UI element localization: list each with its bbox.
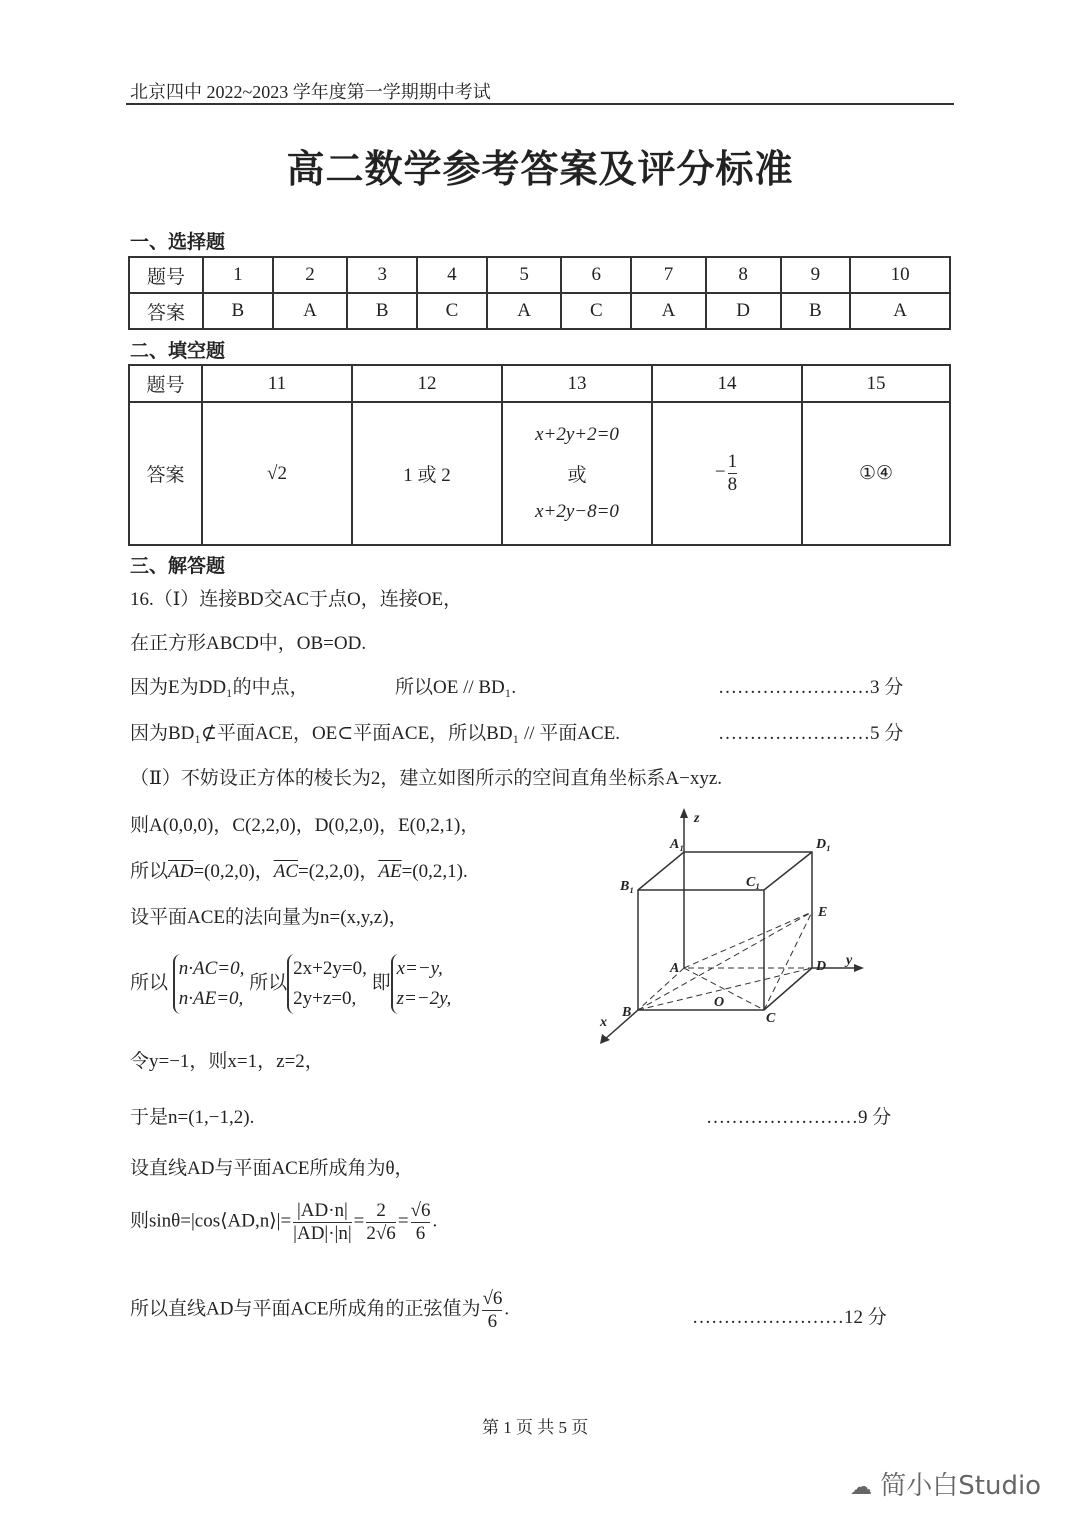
- system-2: [287, 954, 367, 1014]
- frac1-num: |AD·n|: [293, 1200, 351, 1223]
- fig-label: x: [600, 1015, 607, 1030]
- choice-cell: 10: [850, 257, 950, 293]
- fill-head-cell: 13: [502, 365, 652, 402]
- fill-ans-label: 答案: [129, 402, 202, 545]
- score-9: ……………………9 分: [706, 1107, 892, 1128]
- answer-13: [502, 402, 652, 545]
- fig-label: O: [714, 995, 725, 1010]
- watermark: [850, 1465, 1041, 1502]
- fig-label: A: [670, 961, 680, 976]
- system-3: [391, 954, 452, 1014]
- choice-cell: B: [203, 293, 273, 329]
- choice-cell: 6: [561, 257, 631, 293]
- sys2-row: 2y+z=0,: [293, 988, 357, 1009]
- answer-13-line1: x+2y+2=0: [535, 424, 619, 445]
- q16-line5: （Ⅱ）不妨设正方体的棱长为2，建立如图所示的空间直角坐标系A−xyz.: [130, 768, 723, 789]
- answer-15: ①④: [802, 402, 950, 545]
- choice-cell: 2: [273, 257, 348, 293]
- choice-cell: 5: [487, 257, 562, 293]
- choice-cell: A: [631, 293, 706, 329]
- sys3-row: x=−y,: [396, 958, 443, 979]
- choice-row-label: 题号: [129, 257, 203, 293]
- vec-value: =(0,2,0)，: [193, 861, 274, 882]
- frac2-den: 2√6: [366, 1222, 396, 1244]
- frac4-den: 6: [487, 1310, 498, 1332]
- section-choice-heading: 一、选择题: [130, 231, 226, 253]
- answer-14-sign: −: [714, 461, 726, 483]
- sys1-row: n·AE=0,: [178, 988, 244, 1009]
- header-rule: [126, 103, 954, 105]
- section-solution-heading: 三、解答题: [130, 555, 226, 577]
- choice-cell: 3: [347, 257, 417, 293]
- choice-cell: B: [781, 293, 851, 329]
- vec-value: =(2,2,0)，: [298, 861, 379, 882]
- q16-line13: [130, 1288, 509, 1333]
- wechat-icon: ☁: [850, 1475, 872, 1500]
- watermark-text: 简小白Studio: [880, 1471, 1042, 1501]
- ji-text: 即: [371, 972, 391, 994]
- system-1: [173, 954, 245, 1014]
- conclusion-text: 所以直线AD与平面ACE所成角的正弦值为: [130, 1298, 481, 1320]
- choice-cell: A: [850, 293, 950, 329]
- fill-head-cell: 14: [652, 365, 802, 402]
- period: .: [432, 1210, 438, 1232]
- answer-11: √2: [202, 402, 352, 545]
- choice-cell: B: [347, 293, 417, 329]
- q16-line3b: 所以OE // BD₁.: [395, 677, 517, 698]
- fig-label: y: [846, 953, 853, 968]
- q16-line3: 因为E为DD₁的中点，: [130, 677, 309, 698]
- vec-value: =(0,2,1).: [401, 861, 468, 882]
- fig-label: A₁: [670, 837, 685, 852]
- score-5: ……………………5 分: [718, 723, 904, 744]
- fill-head-cell: 15: [802, 365, 950, 402]
- answer-14: [652, 402, 802, 545]
- q16-line8: 设平面ACE的法向量为n=(x,y,z)，: [130, 907, 408, 928]
- eq-sign: =: [353, 1210, 365, 1232]
- q16-line12: [130, 1200, 437, 1245]
- period: .: [504, 1298, 510, 1320]
- choice-cell: 8: [706, 257, 781, 293]
- frac2-num: 2: [366, 1200, 395, 1223]
- choice-cell: 4: [417, 257, 487, 293]
- answer-13-line2: x+2y−8=0: [535, 501, 619, 522]
- q16-line4: 因为BD₁⊄平面ACE，OE⊂平面ACE，所以BD₁ // 平面ACE.: [130, 723, 621, 744]
- q16-line1: 16.（Ⅰ）连接BD交AC于点O，连接OE，: [130, 589, 463, 610]
- fig-label: B₁: [620, 879, 635, 894]
- fill-head-cell: 12: [352, 365, 502, 402]
- hidden-edges: [638, 852, 812, 1010]
- answer-14-num: 1: [727, 451, 738, 473]
- fig-label: B: [622, 1005, 632, 1020]
- cube-figure: [590, 800, 880, 1050]
- q16-line11: 设直线AD与平面ACE所成角为θ，: [130, 1158, 414, 1179]
- equation-system: [130, 954, 451, 1014]
- fig-label: D₁: [816, 837, 831, 852]
- fill-head-label: 题号: [129, 365, 202, 402]
- page-title: 高二数学参考答案及评分标准: [286, 147, 794, 191]
- eq-sign: =: [397, 1210, 409, 1232]
- vector-AC: $\overline{AC}$: [273, 861, 298, 882]
- score-12: ……………………12 分: [692, 1307, 887, 1328]
- frac3-den: 6: [415, 1222, 426, 1244]
- q16-line9: 令y=−1，则x=1，z=2，: [130, 1051, 324, 1072]
- choice-cell: A: [487, 293, 562, 329]
- choice-cell: A: [273, 293, 348, 329]
- answer-13-or: 或: [567, 465, 587, 486]
- fig-label: E: [818, 905, 828, 920]
- fig-label: C₁: [746, 875, 761, 890]
- fig-label: D: [816, 959, 827, 974]
- so-text: 所以: [249, 972, 288, 994]
- answer-14-den: 8: [727, 474, 738, 495]
- q16-line2: 在正方形ABCD中，OB=OD.: [130, 633, 367, 654]
- fig-label: z: [694, 811, 700, 826]
- frac4-num: √6: [482, 1288, 503, 1309]
- section-fill-heading: 二、填空题: [130, 340, 226, 362]
- choice-cell: C: [561, 293, 631, 329]
- choice-row-label: 答案: [129, 293, 203, 329]
- fig-label: C: [766, 1011, 776, 1026]
- fill-table: [128, 364, 951, 546]
- choice-cell: C: [417, 293, 487, 329]
- choice-table: [128, 256, 951, 330]
- sys1-row: n·AC=0,: [178, 958, 245, 979]
- choice-cell: 7: [631, 257, 706, 293]
- vector-AD: $\overline{AD}$: [168, 861, 194, 882]
- sys2-row: 2x+2y=0,: [293, 958, 367, 979]
- frac1-den: |AD|·|n|: [293, 1222, 352, 1244]
- vector-AE: $\overline{AE}$: [378, 861, 402, 882]
- q16-line7: [130, 856, 468, 883]
- cube-edges: [638, 852, 812, 1010]
- fill-head-cell: 11: [202, 365, 352, 402]
- so-text: 所以: [130, 972, 169, 994]
- q16-line10: 于是n=(1,−1,2).: [130, 1107, 255, 1128]
- choice-cell: 1: [203, 257, 273, 293]
- choice-cell: D: [706, 293, 781, 329]
- page-footer: 第 1 页 共 5 页: [482, 1418, 589, 1437]
- exam-header: 北京四中 2022~2023 学年度第一学期期中考试: [130, 82, 491, 102]
- so-text: 所以: [130, 861, 169, 882]
- sin-expr: 则sinθ=|cos⟨AD,n⟩|=: [130, 1210, 292, 1232]
- score-3: ……………………3 分: [718, 677, 904, 698]
- sys3-row: z=−2y,: [396, 988, 452, 1009]
- answer-12: 1 或 2: [352, 402, 502, 545]
- q16-line6: 则A(0,0,0)，C(2,2,0)，D(0,2,0)，E(0,2,1)，: [130, 815, 480, 836]
- frac3-num: √6: [410, 1200, 431, 1221]
- choice-cell: 9: [781, 257, 851, 293]
